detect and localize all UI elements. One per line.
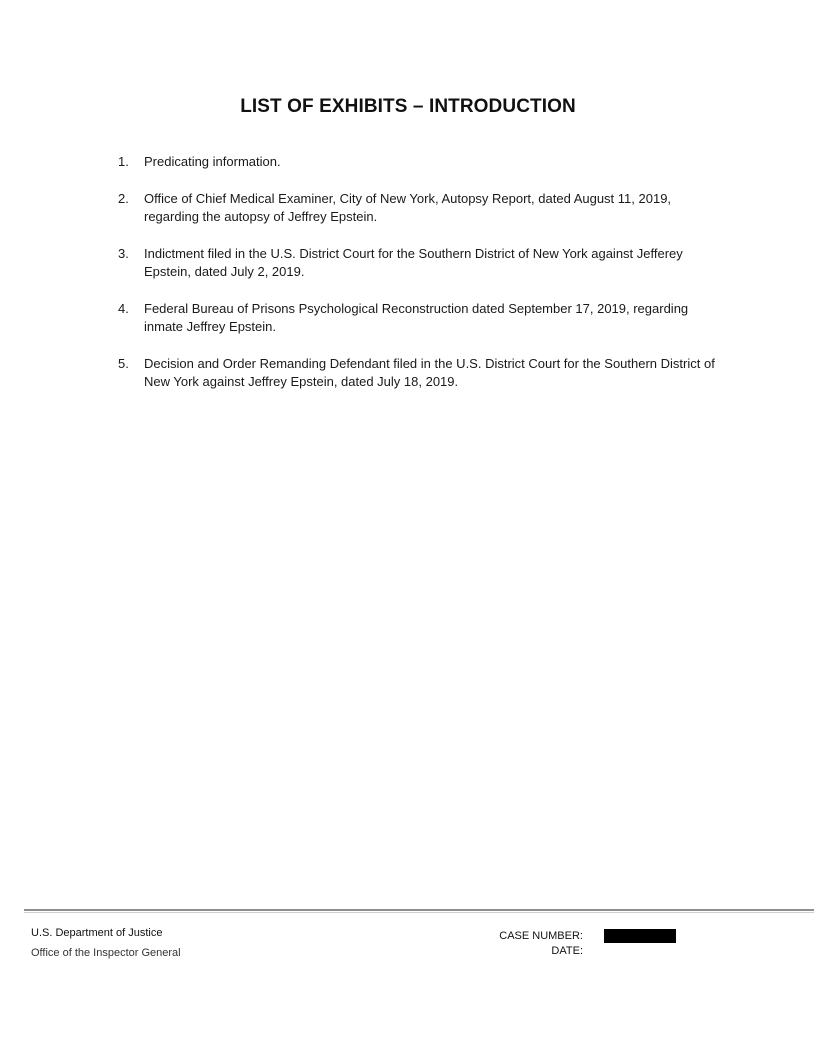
exhibit-text: Office of Chief Medical Examiner, City of New York, Autopsy Report, dated August 11, 2019, regarding the autopsy of Jeffrey Epstein.	[144, 191, 672, 224]
footer-department: U.S. Department of Justice	[31, 927, 163, 939]
exhibit-list	[118, 153, 718, 410]
footer-divider	[24, 909, 814, 911]
footer-agency	[31, 923, 181, 963]
exhibit-number: 1.	[118, 154, 129, 169]
exhibit-text: Predicating information.	[144, 154, 281, 169]
list-item	[118, 300, 718, 336]
list-item	[118, 355, 718, 391]
footer-case-info	[470, 929, 583, 959]
list-item	[118, 245, 718, 281]
page-title: LIST OF EXHIBITS – INTRODUCTION	[240, 96, 576, 117]
case-number-label: CASE NUMBER:	[499, 930, 583, 942]
exhibit-text: Indictment filed in the U.S. District Court for the Southern District of New York against Jefferey Epstein, dated July 2, 2019.	[144, 246, 683, 279]
exhibit-text: Federal Bureau of Prisons Psychological Reconstruction dated September 17, 2019, regarding inmate Jeffrey Epstein.	[144, 301, 689, 334]
case-number-redaction	[604, 929, 676, 943]
footer-divider-light	[24, 912, 814, 913]
list-item	[118, 153, 718, 171]
date-label: DATE:	[551, 945, 583, 957]
list-item	[118, 190, 718, 226]
exhibit-text: Decision and Order Remanding Defendant filed in the U.S. District Court for the Southern District of New York against Jeffrey Epstein, dated July 18, 2019.	[144, 356, 715, 389]
footer-office: Office of the Inspector General	[31, 947, 181, 959]
exhibit-number: 3.	[118, 246, 129, 261]
exhibit-number: 2.	[118, 191, 129, 206]
exhibit-number: 5.	[118, 356, 129, 371]
exhibit-number: 4.	[118, 301, 129, 316]
